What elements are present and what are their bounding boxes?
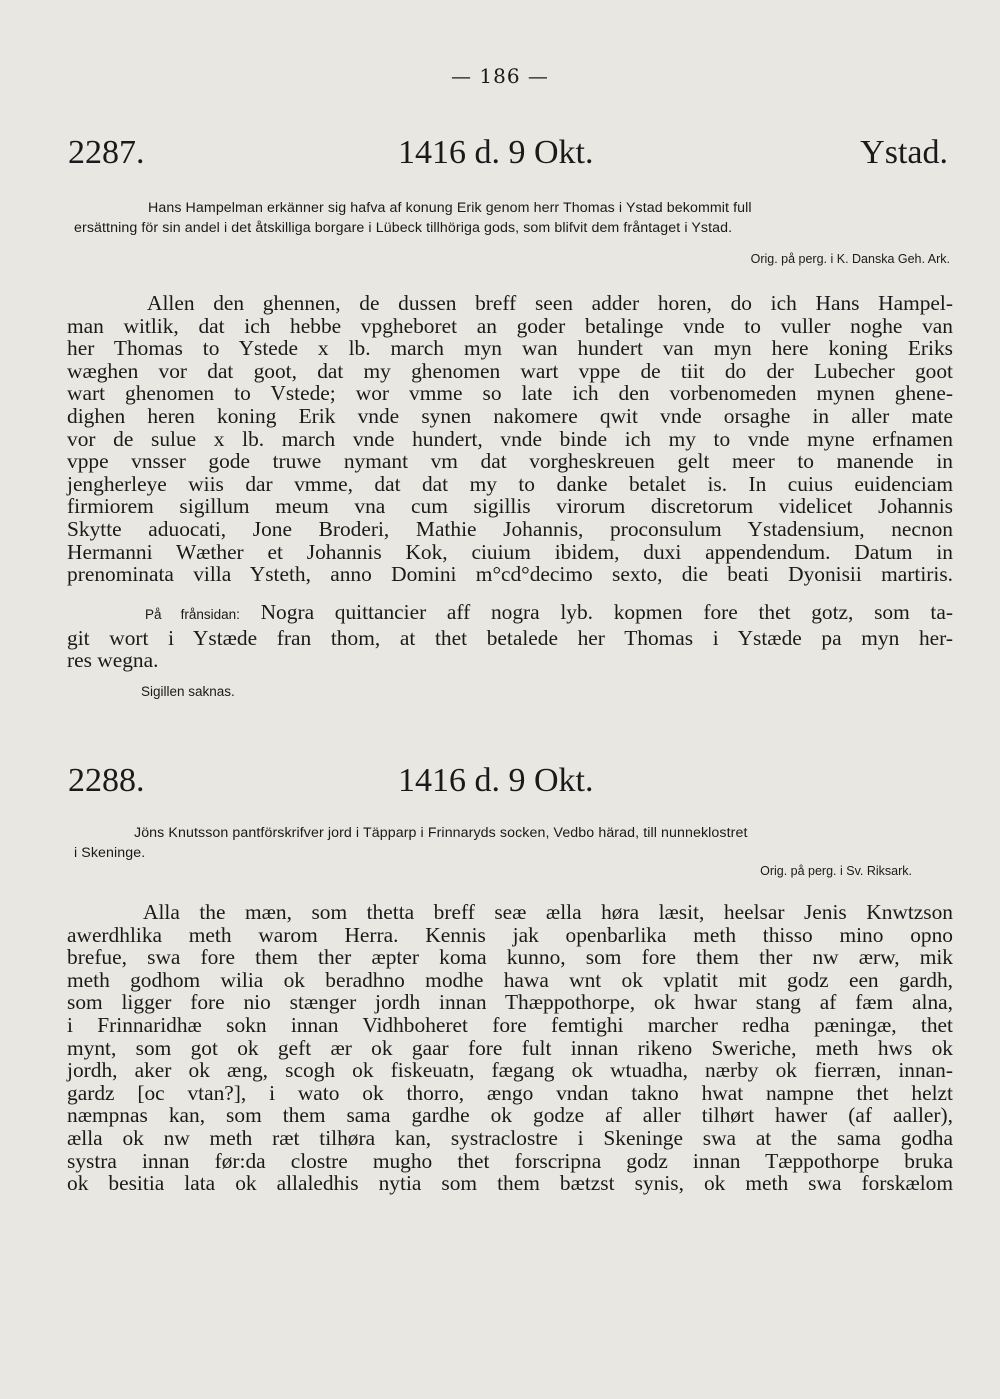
text-line: i Frinnaridhæ sokn innan Vidhboheret fore femtighi marcher redha pæningæ, thet bbox=[67, 1012, 953, 1037]
summary-line: ersättning för sin andel i det åtskilliga borgare i Lübeck tillhöriga gods, som blifvit dem fråntaget i Ystad. bbox=[74, 220, 733, 236]
source-reference: Orig. på perg. i K. Danska Geh. Ark. bbox=[750, 252, 950, 266]
summary-line: Jöns Knutsson pantförskrifver jord i Täpparp i Frinnaryds socken, Vedbo härad, till nunneklostret bbox=[134, 825, 748, 841]
text-line bbox=[67, 601, 953, 627]
dorsal-label: På frånsidan: bbox=[145, 607, 240, 622]
entry-number: 2288. bbox=[68, 762, 145, 799]
entry-place: Ystad. bbox=[860, 134, 948, 171]
text-line: wæghen vor dat goot, dat my ghenomen wart vppe de tiit do der Lubecher goot bbox=[67, 358, 953, 383]
text-line: man witlik, dat ich hebbe vpgheboret an goder betalinge vnde to vuller noghe van bbox=[67, 313, 953, 338]
text-line: prenominata villa Ysteth, anno Domini m°cd°decimo sexto, die beati Dyonisii martiris. bbox=[67, 562, 953, 587]
charter-text bbox=[67, 292, 953, 586]
text-line: res wegna. bbox=[67, 648, 159, 673]
text-line: wart ghenomen to Vstede; wor vmme so late ich den vorbenomeden mynen ghene- bbox=[67, 381, 953, 406]
text-line: ok besitia lata ok allaledhis nytia som them bætzst synis, ok meth swa forskælom bbox=[67, 1171, 953, 1196]
dorsal-text bbox=[67, 601, 953, 672]
text-line: mynt, som got ok geft ær ok gaar fore fult innan rikeno Sweriche, meth hws ok bbox=[67, 1035, 953, 1060]
text-line: firmiorem sigillum meum vna cum sigillis virorum discretorum videlicet Johannis bbox=[67, 494, 953, 519]
entry-summary bbox=[74, 823, 952, 863]
text-line: dighen heren koning Erik vnde synen nakomere qwit vnde orsaghe in aller mate bbox=[67, 403, 953, 428]
entry-date: 1416 d. 9 Okt. bbox=[398, 134, 594, 171]
entry-header bbox=[68, 762, 948, 806]
text-line: som ligger fore nio stænger jordh innan Thæppothorpe, ok hwar stang af fæm alna, bbox=[67, 990, 953, 1015]
text-line: jordh, aker ok æng, scogh ok fiskeuatn, fægang ok wtuadha, nærby ok fierræn, innan- bbox=[67, 1058, 953, 1083]
text-line: Skytte aduocati, Jone Broderi, Mathie Johannis, proconsulum Ystadensium, necnon bbox=[67, 516, 953, 541]
text-line: næmpnas kan, som them sama gardhe ok godze af aller tilhørt hawer (af aaller), bbox=[67, 1103, 953, 1128]
charter-text bbox=[67, 901, 953, 1195]
text-line: vor de sulue x lb. march vnde hundert, vnde binde ich my to vnde myne erfnamen bbox=[67, 426, 953, 451]
source-reference: Orig. på perg. i Sv. Riksark. bbox=[760, 864, 912, 878]
text-line: Hermanni Wæther et Johannis Kok, ciuium ibidem, duxi appendendum. Datum in bbox=[67, 539, 953, 564]
text-line: git wort i Ystæde fran thom, at thet betalede her Thomas i Ystæde pa myn her- bbox=[67, 625, 953, 650]
text-line: meth godhom wilia ok beradhno modhe hawa wnt ok vplatit mit godz een gardh, bbox=[67, 967, 953, 992]
text-line: Alla the mæn, som thetta breff seæ ælla høra læsit, heelsar Jenis Knwtzson bbox=[143, 900, 953, 924]
text-line: ælla ok nw meth ræt tilhøra kan, systraclostre i Skeninge swa at the sama godha bbox=[67, 1125, 953, 1150]
text-line: gardz [oc vtan?], i wato ok thorro, ængo vndan takno hwat nampne thet helzt bbox=[67, 1080, 953, 1105]
text-line: Allen den ghennen, de dussen breff seen adder horen, do ich Hans Hampel- bbox=[147, 291, 953, 315]
page-number: — 186 — bbox=[451, 64, 549, 88]
text-line: awerdhlika meth warom Herra. Kennis jak openbarlika meth thisso mino opno bbox=[67, 922, 953, 947]
dorsal-line: Nogra quittancier aff nogra lyb. kopmen fore thet gotz, som ta- bbox=[260, 600, 953, 624]
text-line: brefue, swa fore them ther æpter koma kunno, som fore them ther nw ærw, mik bbox=[67, 945, 953, 970]
text-line: systra innan før:da clostre mugho thet forscripna godz innan Tæppothorpe bruka bbox=[67, 1148, 953, 1173]
entry-date: 1416 d. 9 Okt. bbox=[398, 762, 594, 799]
summary-line: i Skeninge. bbox=[74, 845, 146, 861]
entry-number: 2287. bbox=[68, 134, 145, 171]
entry-summary bbox=[74, 198, 952, 238]
text-line: her Thomas to Ystede x lb. march myn wan hundert van myn here koning Eriks bbox=[67, 336, 953, 361]
entry-header bbox=[68, 134, 948, 178]
summary-line: Hans Hampelman erkänner sig hafva af konung Erik genom herr Thomas i Ystad bekommit full bbox=[148, 200, 752, 216]
seal-note: Sigillen saknas. bbox=[141, 684, 235, 699]
text-line: jengherleye wiis dar vmme, dat dat my to danke betalet is. In cuius euidenciam bbox=[67, 471, 953, 496]
text-line: vppe vnsser gode truwe nymant vm dat vorgheskreuen gelt meer to manende in bbox=[67, 449, 953, 474]
